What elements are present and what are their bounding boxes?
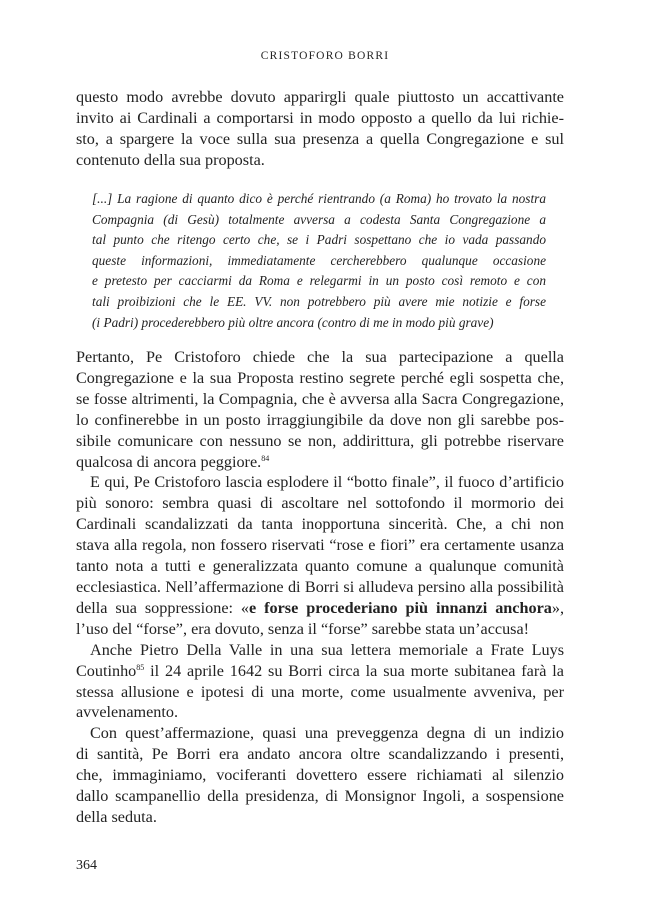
quote-line: queste informazioni, immediatamente cercherebbero qualunque occasione (92, 252, 546, 268)
text-line: Congregazione e la sua Proposta restino segrete perché egli sospetta che, (76, 368, 564, 387)
quote-line: (i Padri) procederebbero più oltre ancora (contro di me in modo più grave) (92, 314, 494, 330)
text-line: stessa allusione e ipotesi di una morte, come usualmente avveniva, per (76, 682, 564, 701)
text-line: Anche Pietro Della Valle in una sua lettera memoriale a Frate Luys (90, 640, 564, 659)
footnote-ref-85[interactable]: 85 (136, 662, 145, 672)
text-line: ecclesiastica. Nell’affermazione di Borri si alludeva persino alla possibilità (76, 577, 564, 596)
text-line: Pertanto, Pe Cristoforo chiede che la sua partecipazione a quella (76, 348, 564, 366)
quote-line: tal punto che ritengo certo che, se i Padri sospettano che io vada passando (92, 232, 546, 248)
page-number: 364 (76, 858, 97, 873)
text-line: se fosse altrimenti, la Compagnia, che è avversa alla Sacra Congregazione, (76, 389, 564, 408)
footnote-ref-84[interactable]: 84 (261, 453, 270, 463)
text-line: l’uso del “forse”, era dovuto, senza il “forse” sarebbe stata un’accusa! (76, 619, 530, 638)
text-line: tanto nota a tutti e generalizzata quanto comune a qualunque comunità (76, 557, 564, 576)
text-line: E qui, Pe Cristoforo lascia esplodere il “botto finale”, il fuoco d’artificio (90, 473, 564, 492)
text-line: di santità, Pe Borri era andato ancora oltre scandalizzando i presenti, (76, 745, 564, 764)
quote-line: tali proibizioni che le EE. VV. non potrebbero più avere mie notizie e forse (92, 293, 546, 309)
text-line: invito ai Cardinali a comportarsi in modo opposto a quello da lui richie- (76, 108, 564, 127)
paragraph-2 (76, 347, 564, 472)
text-line: contenuto della sua proposta. (76, 150, 265, 169)
text-line: Con quest’affermazione, quasi una preveggenza degna di un indizio (90, 724, 564, 743)
text-line: questo modo avrebbe dovuto apparirgli quale piuttosto un accattivante (76, 88, 564, 106)
text-line: lo confinerebbe in un posto irraggiungibile da dove non gli sarebbe pos- (76, 410, 564, 429)
block-quote (92, 189, 546, 333)
text-line: qualcosa di ancora peggiore.$^{84}$ (76, 452, 270, 471)
paragraph-1 (76, 87, 564, 171)
text-line: dallo scampanellio della presidenza, di Monsignor Ingoli, a sospensione (76, 787, 564, 806)
text-line: sto, a spargere la voce sulla sua presenza a quella Congregazione e sul (76, 129, 564, 148)
quote-line: [...] La ragione di quanto dico è perché rientrando (a Roma) ho trovato la nostra (92, 191, 546, 206)
text-line: che, immaginiamo, vociferanti dovettero essere richiamati al silenzio (76, 766, 564, 785)
paragraph-4 (76, 640, 564, 724)
quote-line: Compagnia (di Gesù) totalmente avversa a codesta Santa Congregazione a (92, 211, 546, 227)
text-line: della seduta. (76, 807, 157, 826)
text-line: più sonoro: sembra quasi di ascoltare nel sottofondo il mormorio dei (76, 494, 564, 513)
text-line: Cardinali scandalizzati da tanta inopportuna sincerità. Che, a chi non (76, 515, 564, 534)
quote-line: e pretesto per cacciarmi da Roma e relegarmi in un posto così remoto e con (92, 273, 546, 289)
main-text (76, 347, 564, 828)
text-line: della sua soppressione: «e forse procederiano più innanzi anchora», (76, 598, 564, 617)
text-line: avvelenamento. (76, 703, 179, 722)
text-line: Coutinho$^{85}$ il 24 aprile 1642 su Borri circa la sua morte subitanea farà la (76, 661, 564, 680)
text-line: sibile comunicare con nessuno se non, addirittura, gli potrebbe riservare (76, 431, 564, 450)
running-header: CRISTOFORO BORRI (260, 50, 390, 62)
paragraph-3 (76, 472, 564, 639)
text-line: stava alla regola, non fossero riservati “rose e fiori” era certamente usanza (76, 536, 564, 555)
paragraph-5 (76, 723, 564, 828)
bold-quotation: e forse procederiano più innanzi anchora (249, 598, 552, 617)
